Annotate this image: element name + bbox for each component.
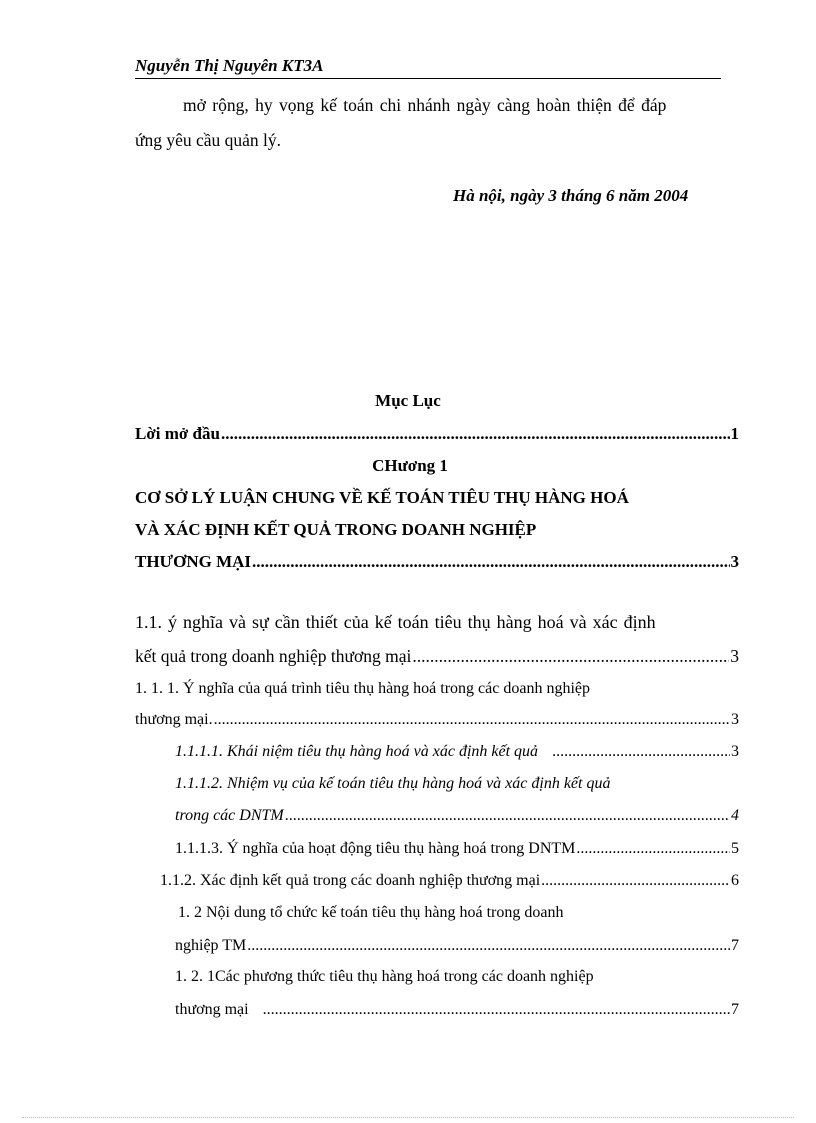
toc-entry-label: thương mại. xyxy=(135,711,213,728)
toc-leader-dots xyxy=(214,711,730,729)
toc-entry-page: 7 xyxy=(731,937,739,954)
toc-title: Mục Lục xyxy=(375,391,441,410)
intro-line-1: mở rộng, hy vọng kế toán chi nhánh ngày càng hoàn thiện để đáp xyxy=(183,95,667,115)
toc-entry-label: 1.1.1.1. Khái niệm tiêu thụ hàng hoá và xác định kết quả xyxy=(175,743,539,760)
toc-entry-1-1-1-line-1: 1. 1. 1. Ý nghĩa của quá trình tiêu thụ hàng hoá trong các doanh nghiệp xyxy=(135,680,590,697)
toc-leader-dots xyxy=(541,872,730,890)
toc-leader-dots xyxy=(221,424,730,444)
chapter-title-line-3: THƯƠNG MẠI xyxy=(135,552,252,571)
toc-entry-1-2[interactable] xyxy=(175,937,739,955)
chapter-title-line-2: VÀ XÁC ĐỊNH KẾT QUẢ TRONG DOANH NGHIỆP xyxy=(135,520,537,539)
toc-entry-page: 1 xyxy=(730,424,739,443)
toc-entry-page: 5 xyxy=(731,840,739,857)
toc-entry-1-1-line-1: 1.1. ý nghĩa và sự cần thiết của kế toán tiêu thụ hàng hoá và xác định xyxy=(135,612,656,632)
toc-leader-dots xyxy=(412,646,729,667)
toc-entry-page: 3 xyxy=(730,646,739,666)
toc-entry-1-2-1-line-1: 1. 2. 1Các phương thức tiêu thụ hàng hoá trong các doanh nghiệp xyxy=(175,968,594,985)
toc-entry-1-2-line-1: 1. 2 Nội dung tổ chức kế toán tiêu thụ hàng hoá trong doanh xyxy=(178,904,564,921)
toc-leader-dots xyxy=(252,552,729,572)
toc-leader-dots xyxy=(576,840,730,858)
toc-entry-page: 3 xyxy=(731,743,739,760)
chapter-label: CHương 1 xyxy=(372,456,448,475)
toc-entry-1-1-1-3[interactable] xyxy=(175,840,739,858)
toc-entry-page: 4 xyxy=(731,807,739,824)
toc-entry-page: 6 xyxy=(731,872,739,889)
toc-entry-label: Lời mở đầu xyxy=(135,424,220,443)
toc-entry-label: thương mại xyxy=(175,1001,249,1018)
toc-entry-page: 3 xyxy=(730,552,739,571)
toc-entry-page: 7 xyxy=(731,1001,739,1018)
toc-leader-dots xyxy=(285,807,730,825)
page-bottom-border xyxy=(22,1117,794,1118)
toc-entry-1-1-1-2[interactable] xyxy=(175,807,739,825)
toc-leader-dots xyxy=(247,937,730,955)
date-line: Hà nội, ngày 3 tháng 6 năm 2004 xyxy=(453,186,689,205)
toc-entry-page: 3 xyxy=(731,711,739,728)
header-rule xyxy=(135,78,721,79)
chapter-title-line-1: CƠ SỞ LÝ LUẬN CHUNG VỀ KẾ TOÁN TIÊU THỤ HÀNG HOÁ xyxy=(135,488,629,507)
toc-entry-label: nghiệp TM xyxy=(175,937,247,954)
toc-entry-1-2-1[interactable] xyxy=(175,1001,739,1019)
toc-entry-1-1-1[interactable] xyxy=(135,711,739,729)
toc-entry-label: 1.1.1.3. Ý nghĩa của hoạt động tiêu thụ hàng hoá trong DNTM xyxy=(175,840,576,857)
toc-entry-chapter-1[interactable] xyxy=(135,552,739,572)
toc-entry-1-1-1-1[interactable] xyxy=(175,743,739,761)
toc-entry-label: trong các DNTM xyxy=(175,807,284,824)
toc-entry-preface[interactable] xyxy=(135,424,739,444)
toc-leader-dots xyxy=(552,743,730,761)
document-header-author: Nguyễn Thị Nguyên KT3A xyxy=(135,56,324,75)
toc-entry-1-1-2[interactable] xyxy=(160,872,739,890)
toc-entry-1-1[interactable] xyxy=(135,646,739,667)
toc-entry-label: 1.1.2. Xác định kết quả trong các doanh nghiệp thương mại xyxy=(160,872,541,889)
toc-leader-dots xyxy=(263,1001,730,1019)
intro-line-2: ứng yêu cầu quản lý. xyxy=(135,130,282,150)
toc-entry-1-1-1-2-line-1: 1.1.1.2. Nhiệm vụ của kế toán tiêu thụ hàng hoá và xác định kết quả xyxy=(175,775,611,792)
toc-entry-label: kết quả trong doanh nghiệp thương mại xyxy=(135,646,412,666)
